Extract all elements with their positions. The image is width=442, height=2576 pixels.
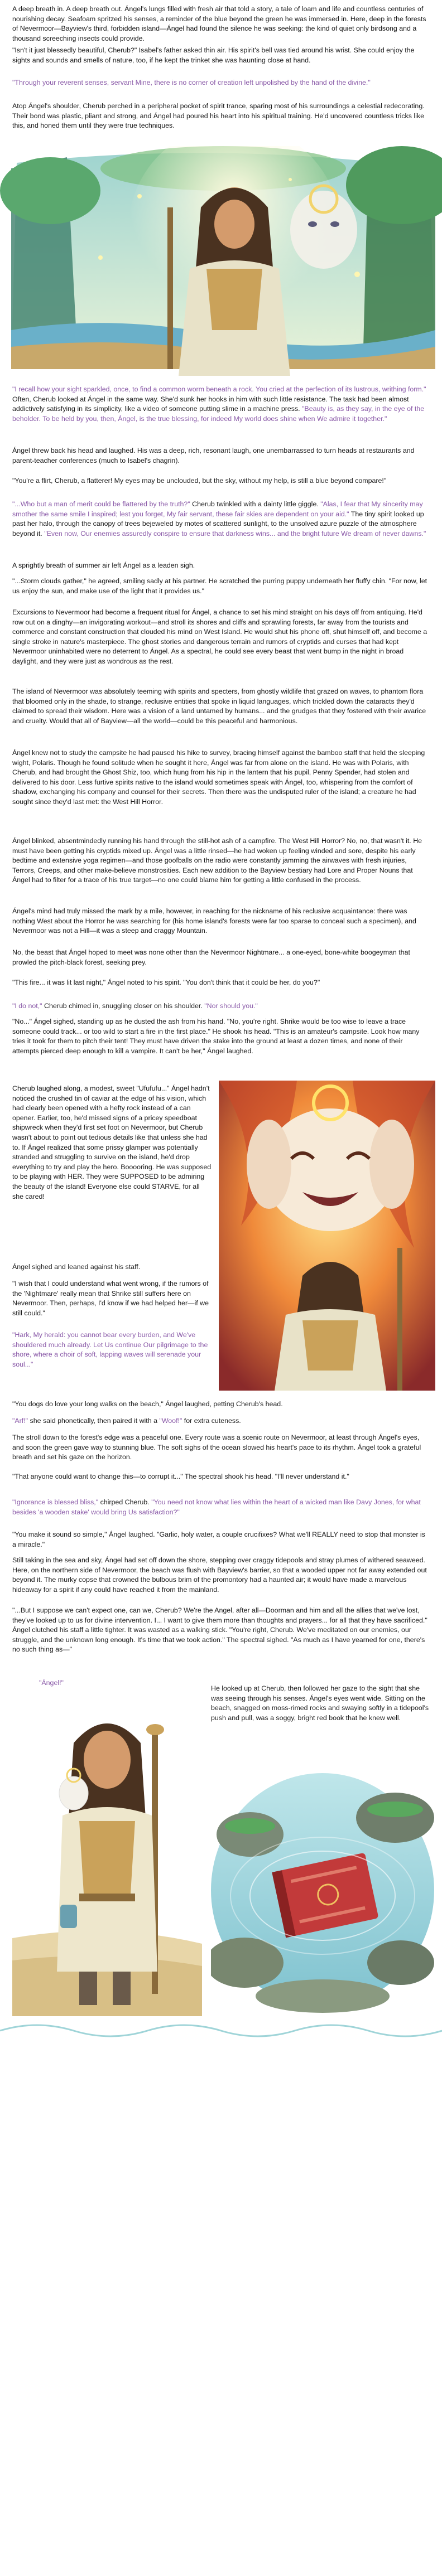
- narration-p14: Ángel blinked, absentmindedly running his hand through the still-hot ash of a campfire. The West Hill Horror? No, no, that wasn't it. He must have been getting his cryptids mixed up. Ángel was a little rinsed—he had woken up feeling winded and sore, despite his early bedtime and extensive yoga regimen—and those goofballs on the radio were constantly jamming the airwaves with fresh injuries, Terrors, Creeps, and other make-believe monstrosities. Each new addition to the Bayview bestiary had Lore and Proper Nouns that Ángel had to filter for a trace of his true target—no one could blame him for getting a little confused in the process.: [12, 837, 422, 884]
- narration-p5-body: Often, Cherub looked at Ángel in the same way. She'd sunk her hooks in him with such little resistance. The task had been almost addictively satisfying in its simplicity, like a video of someone putting slime in a machine press.: [12, 395, 409, 413]
- narration-p1: A deep breath in. A deep breath out. Ángel's lungs filled with fresh air that told a story, a tale of loam and life and countless centuries of nourishing decay. Seafoam spritzed his senses, a reminder of the blue beyond the green he was immersed in. Here, deep in the forests of Nevermoor—Bayview's third, forbidden island—Ángel had found the silence he was seeking: the kind of quiet only birdsong and a thousand screeching insects could provide.: [12, 5, 426, 42]
- narration-p7: "You're a flirt, Cherub, a flatterer! My eyes may be unclouded, but the sky, without my help, is still a blue beyond compare!": [12, 477, 387, 485]
- cherub-dialogue-p25: "Arf!": [12, 1417, 28, 1425]
- cherub-dialogue-p5: "I recall how your sight sparkled, once, to find a common worm beneath a rock. You cried at the perfection of its lustrous, writhing form.": [12, 385, 426, 393]
- narration-p18-body: Cherub chimed in, snuggling closer on his shoulder.: [42, 1002, 205, 1010]
- cherub-dialogue-p8c: "Even now, Our enemies assuredly conspire to ensure that darkness wins... and the bright future We dream of never dawns.": [44, 529, 426, 538]
- narration-p12: The island of Nevermoor was absolutely teeming with spirits and specters, from ghostly wildlife that grazed on waves, to phantom flora that bloomed only in the shade, to strange, reclusive entities that spoke in liquid languages, which trickled down the cataracts they'd claimed to spread their wisdom. Here was a vision of a land untamed by humans... and the grudges that they fostered with their avarice and cruelty. Would that all of Bayview—all the world—could be this peaceful and harmonious.: [12, 687, 426, 725]
- narration-p11: Excursions to Nevermoor had become a frequent ritual for Ángel, a chance to set his mind straight on his days off from antiquing. He'd row out on a dinghy—an invigorating workout—and stroll its shores and cliffs and sprawling forests, far away from the tourists and commerce and constant construction that clouded his mind on West Island. He would shut his phone off, shut himself off, and become a single stroke in nature's masterpiece. The ghost stories and dangerous terrain and rumors of cryptids and curses that had kept Nevermoor uninhabited were no deterrent to Ángel. As a spectral, he could see every beast that went bump in the night in broad daylight, and they were just as wondrous as the rest.: [12, 608, 427, 666]
- narration-p29: "You make it sound so simple," Ángel laughed. "Garlic, holy water, a couple crucifixes? What we'll REALLY need to stop that monster is a miracle.": [12, 1531, 425, 1548]
- cherub-dialogue-p18: "I do not,": [12, 1002, 42, 1010]
- narration-p5: [12, 385, 430, 424]
- narration-p22: "I wish that I could understand what went wrong, if the rumors of the 'Nightmare' really mean that Shrike still suffers here on Nevermoor. Then, perhaps, I'd know if we had helped her—if we still could.": [12, 1280, 209, 1317]
- narration-p6: Ángel threw back his head and laughed. His was a deep, rich, resonant laugh, one unembarrassed to turn heads at restaurants and parent-teacher conferences (much to Isabel's chagrin).: [12, 447, 415, 464]
- narration-p19: "No..." Ángel sighed, standing up as he dusted the ash from his hand. "No, you're right. Shrike would be too wise to leave a trace someone could track... or too wild to start a fire in the first place." He shook his head. "This is an amateur's campsite. Look how many tries it took for them to pitch their tent! They must have driven the stake into the ground at least a dozen times, and none of their attempts pierced deep enough to kill a vampire. It can't be her," Ángel laughed.: [12, 1018, 420, 1055]
- narration-p2: "Isn't it just blessedly beautiful, Cherub?" Isabel's father asked thin air. His spirit's bell was tied around his wrist. She could enjoy the sights and sounds and smells of nature, too, if he kept the trinket she was haunting close at hand.: [12, 46, 415, 64]
- narration-p15: Ángel's mind had truly missed the mark by a mile, however, in reaching for the nickname of his reclusive acquaintance: there was nothing West about the Horror he was searching for (his home island's forests were far too sparse to conceal such a specimen), and Nevermoor was not a Hill—it was a steep and craggy Mountain.: [12, 907, 416, 935]
- cherub-dialogue-p18b: "Nor should you.": [204, 1002, 258, 1010]
- narration-p8: [12, 500, 430, 539]
- narration-p20: Cherub laughed along, a modest, sweet "Ufufufu..." Ángel hadn't noticed the crushed tin of caviar at the edge of his vision, which had clearly been opened with a hefty rock instead of a can opener. Earlier, too, he'd missed signs of a pricey speedboat shipwreck when they'd first set foot on Nevermoor, but Cherub wasn't about to point out tedious details like that unless she had to. If Ángel realized that some prissy glamper was potentially stranded and struggling to survive on the island, he'd drop everything to try and play the hero. Booooring. He was supposed to be playing with HER. They were SUPPOSED to be admiring the beauty of the island! Everyone else could STARVE, for all she cared!: [12, 1084, 212, 1200]
- narration-p8-body: Cherub twinkled with a dainty little giggle.: [190, 500, 321, 508]
- narration-p28-body: chirped Cherub.: [98, 1498, 152, 1506]
- narration-p10: "...Storm clouds gather," he agreed, smiling sadly at his partner. He scratched the purring puppy underneath her fluffy chin. "For now, let us enjoy the sun, and make use of the light that it provides us.": [12, 577, 427, 595]
- narration-p8-body2: The tiny spirit looked up past her halo, through the canopy of trees bejeweled by motes of scattered sunlight, to the unsolved azure puzzle of the atmosphere beyond it.: [12, 510, 424, 538]
- narration-p25-body2: for extra cuteness.: [182, 1417, 241, 1425]
- narration-p24: "You dogs do love your long walks on the beach," Ángel laughed, petting Cherub's head.: [12, 1400, 283, 1408]
- cherub-dialogue-p3: "Through your reverent senses, servant Mine, there is no corner of creation left unpolished by the hand of the divine.": [12, 79, 371, 86]
- narration-p33: He looked up at Cherub, then followed her gaze to the sight that she was seeing through his senses. Ángel's eyes went wide. Sitting on the beach, snagged on moss-rimed rocks and swaying softly in a tidepool's push and pull, was a soggy, bright red book that he knew well.: [211, 1684, 429, 1722]
- narration-p16: No, the beast that Ángel hoped to meet was none other than the Nevermoor Nightmare... a one-eyed, bone-white boogeyman that prowled the pitch-black forest, seeking prey.: [12, 948, 410, 966]
- narration-p13: Ángel knew not to study the campsite he had paused his hike to survey, bracing himself against the bamboo staff that held the sleeping wight, Polaris. Though he found solitude when he sought it here, Ángel was far from alone on the island. He was with Polaris, with Cherub, and had brought the Ghost Shiz, too, which hung from his hip in the lantern that his pupil, Penny Spender, had stolen and delivered to his door. Less furtive spirits native to the island would sometimes speak with Ángel, too, whispering from the comfort of shadow, exchanging his company and counsel for their secrets. Then there was the undisputed ruler of the island; a creature he had sought since they'd last met: the West Hill Horror.: [12, 749, 425, 806]
- narration-p31: "...But I suppose we can't expect one, can we, Cherub? We're the Angel, after all—Doorman and him and all the allies that we've lost, they've looked up to us for divine intervention. I... I want to give them more than thoughts and prayers... for all that they have sacrificed." Ángel clutched his staff a little tighter. It was wasted as a walking stick. "You're right, Cherub. We've meditated on our enemies, our struggle, and the unknown long enough. It's time that we took action." The spectral sighed. "As much as I have yearned for one, there's no such thing as—": [12, 1606, 427, 1654]
- narration-p9: A sprightly breath of summer air left Ángel as a leaden sigh.: [12, 561, 195, 569]
- illustration-angel-forest: [0, 146, 442, 376]
- narration-p28: [12, 1498, 430, 1517]
- cherub-dialogue-p8b: "Alas, I fear that My sincerity may smother the same smile I inspired; lest you forget, My fair servant, these fair skies are dependent on your aid.": [12, 500, 423, 518]
- narration-p30: Still taking in the sea and sky, Ángel had set off down the shore, stepping over craggy tidepools and stray plumes of withered seaweed. Here, on the northern side of Nevermoor, the beach was flush with Bayview's barrier, so that a wooded upper not far away extended out beyond it. The murky copse that crowned the bulbous brim of the promontory had a haunted air; it would have made a marvelous hideaway for a spirit if any could have reached it from the mainland.: [12, 1556, 427, 1594]
- cherub-dialogue-p28: "Ignorance is blessed bliss,": [12, 1498, 99, 1506]
- narration-p25: [12, 1416, 430, 1426]
- narration-p17: "This fire... it was lit last night," Ángel noted to his spirit. "You don't think that it could be her, do you?": [12, 979, 320, 986]
- narration-p18: [12, 1001, 430, 1011]
- cherub-dialogue-p28b: "You need not know what lies within the heart of a wicked man like Davy Jones, for what besides 'a wooden stake' would bring Us satisfaction?": [12, 1498, 421, 1516]
- narration-p4: Atop Ángel's shoulder, Cherub perched in a peripheral pocket of spirit trance, sparing most of his surroundings a celestial redecorating. Their bond was plastic, pliant and strong, and Ángel had poured his heart into his spiritual training. He'd uncovered countless tricks like this, and honed them until they were true techniques.: [12, 102, 425, 130]
- decorative-wave-divider: [0, 2020, 442, 2042]
- cherub-dialogue-p5b: "Beauty is, as they say, in the eye of the beholder. To be held by you, then, Ángel, is the true blessing, for indeed My world does shine when We admire it together.": [12, 405, 425, 423]
- cherub-dialogue-angel-call: "Ángel!": [39, 1679, 64, 1687]
- narration-p26: The stroll down to the forest's edge was a peaceful one. Every route was a scenic route on Nevermoor, at least through Ángel's eyes, and soon the green gave way to stunning blue. The soft sighs of the ocean slowed his heart's pace to its rhythm. Ángel took a grateful breath and set his gaze on the horizon.: [12, 1434, 421, 1461]
- cherub-dialogue-p25b: "Woof!": [159, 1417, 182, 1425]
- illustration-angel-shore: [12, 1682, 202, 2016]
- cherub-dialogue-p8: "...Who but a man of merit could be flattered by the truth?": [12, 500, 190, 508]
- narration-p21: Ángel sighed and leaned against his staff.: [12, 1263, 141, 1271]
- narration-p27: "That anyone could want to change this—to corrupt it..." The spectral shook his head. "I'll never understand it.": [12, 1473, 349, 1480]
- cherub-dialogue-p23: "Hark, My herald: you cannot bear every burden, and We've shouldered much already. Let Us continue Our pilgrimage to the shore, where a choir of soft, lapping waves will serenade your soul...": [12, 1331, 208, 1368]
- narration-p25-body: she said phonetically, then paired it with a: [28, 1417, 160, 1425]
- illustration-red-book: [211, 1751, 435, 2016]
- illustration-cherub-grin: [219, 1081, 435, 1391]
